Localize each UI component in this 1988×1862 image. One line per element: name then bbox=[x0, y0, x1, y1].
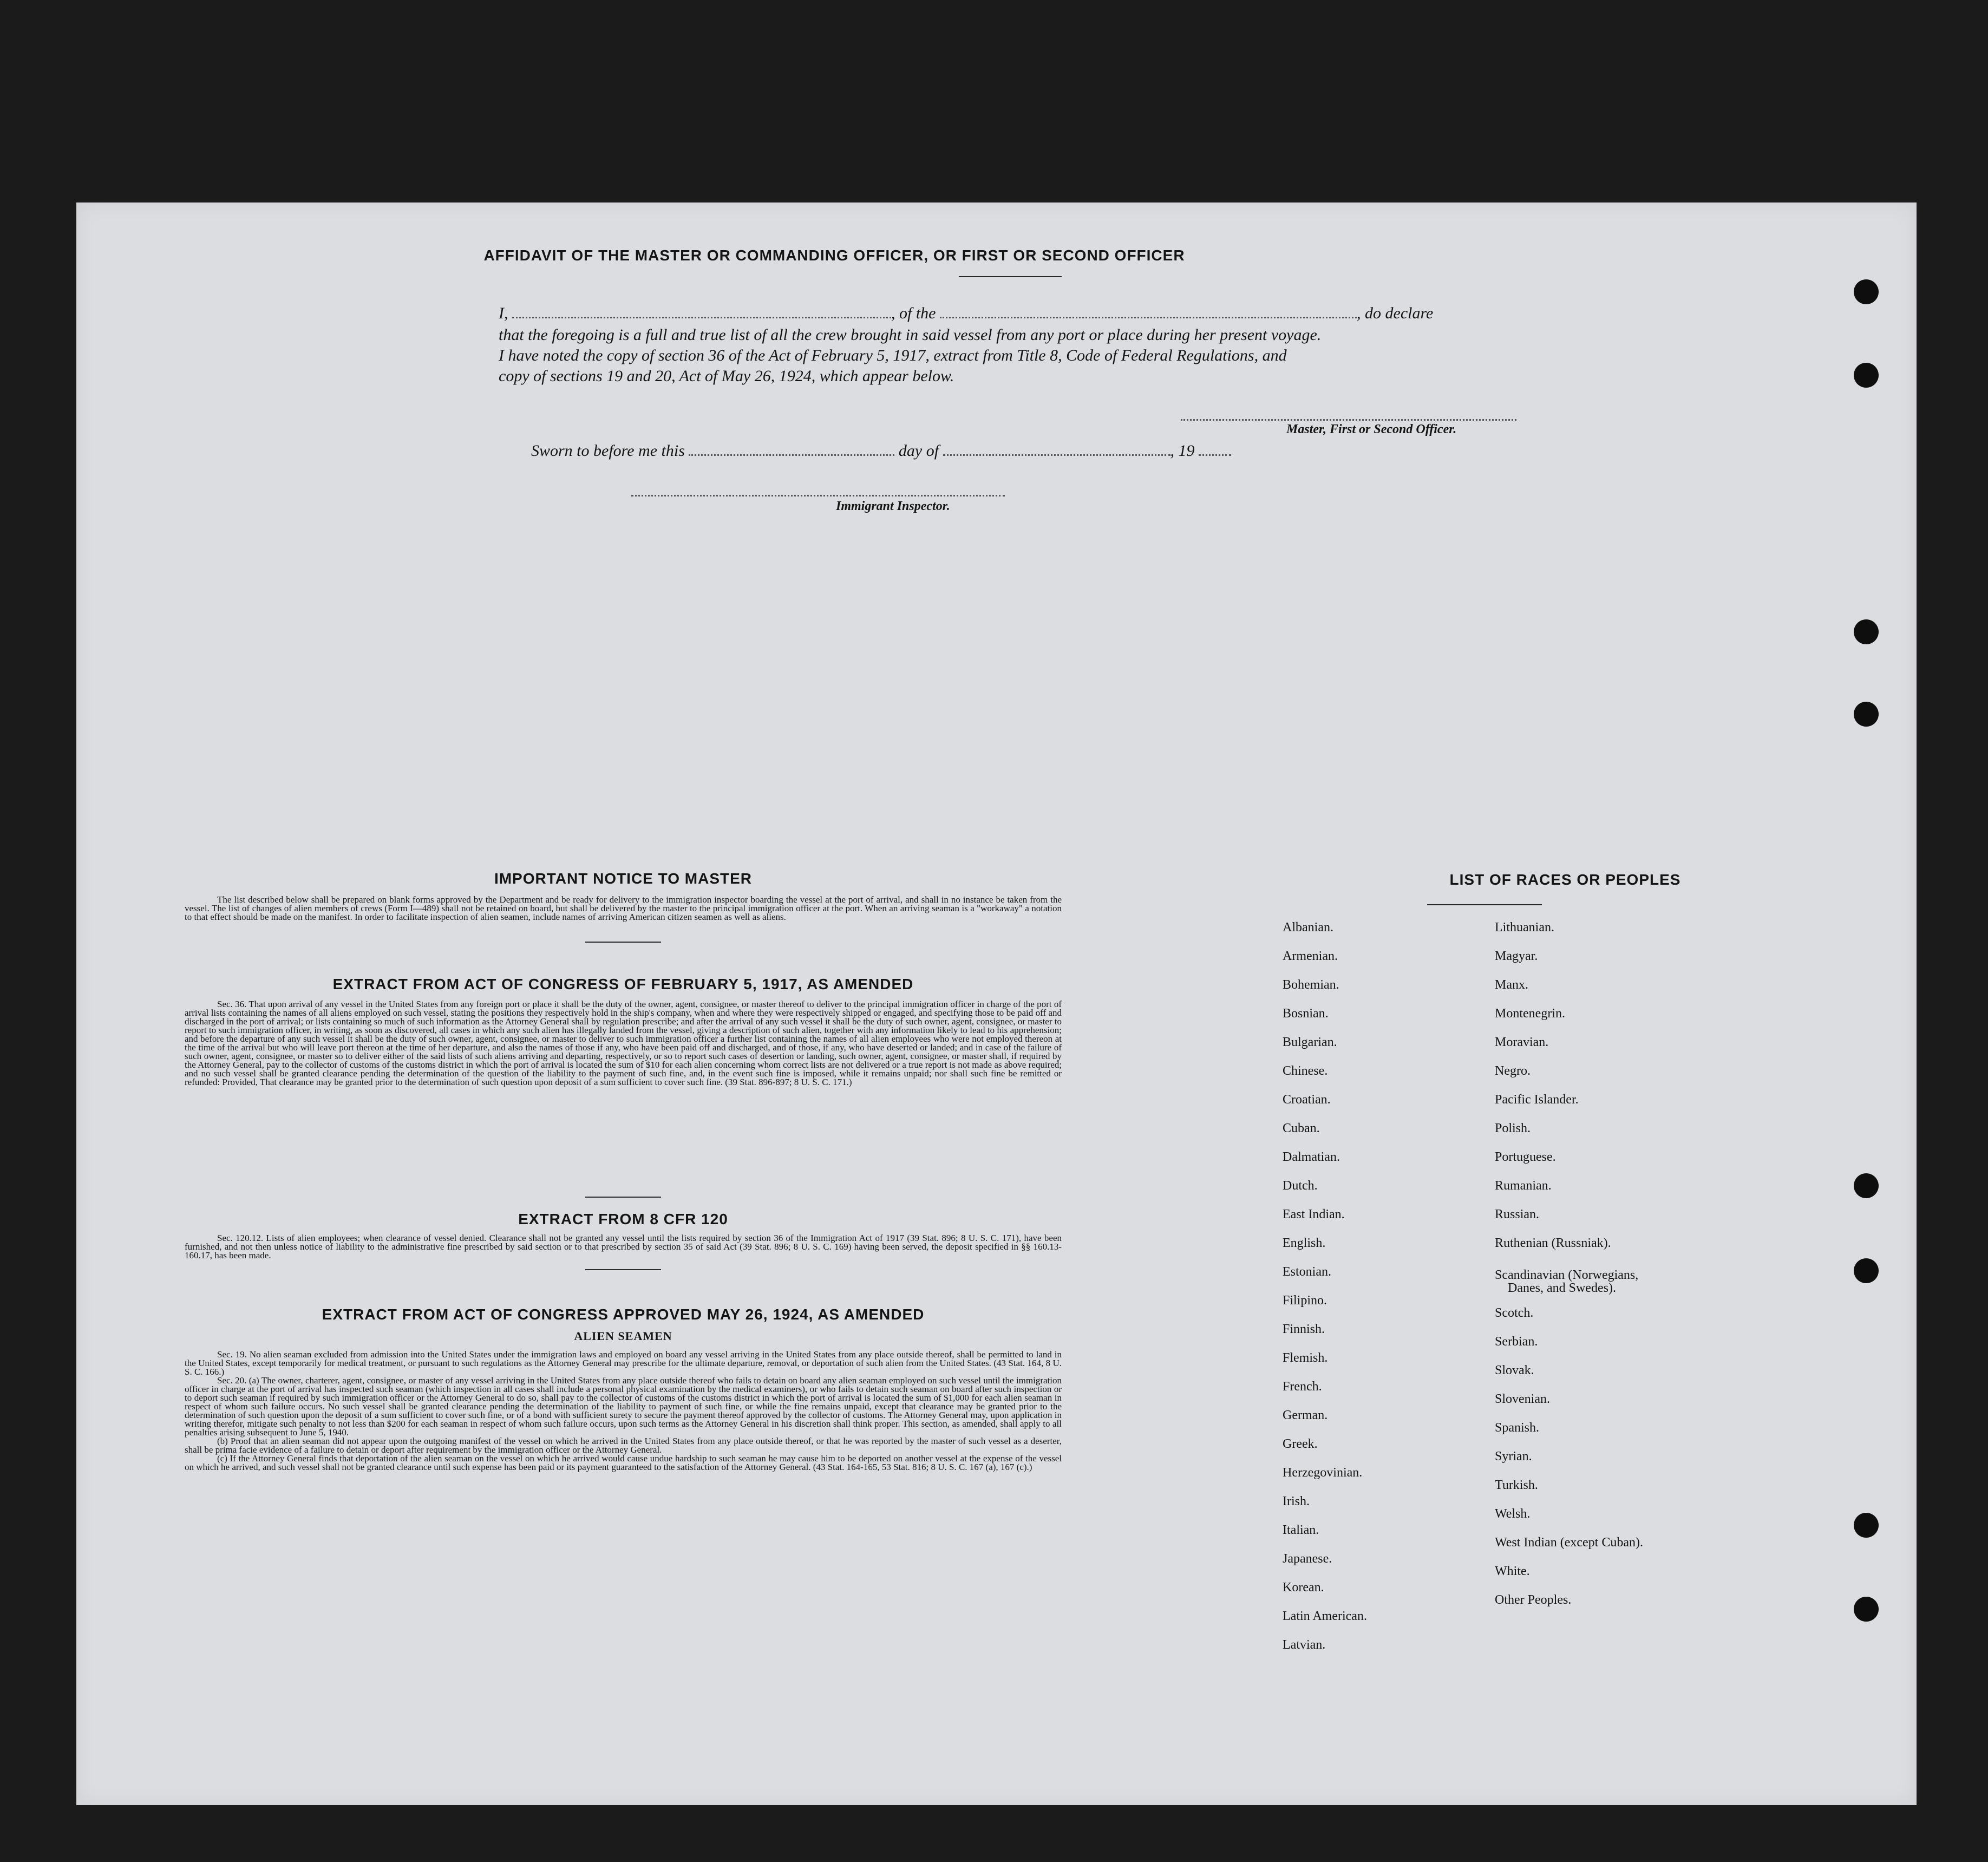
inspector-signature-blank[interactable] bbox=[631, 495, 1005, 496]
race-item: Armenian. bbox=[1283, 949, 1338, 963]
name-blank[interactable] bbox=[512, 317, 891, 318]
race-item: Other Peoples. bbox=[1495, 1593, 1572, 1607]
sworn-day-blank[interactable] bbox=[689, 454, 894, 456]
race-item: Slovenian. bbox=[1495, 1392, 1550, 1406]
race-item: Korean. bbox=[1283, 1580, 1324, 1595]
race-item: Herzegovinian. bbox=[1283, 1466, 1363, 1480]
form-page bbox=[76, 202, 1917, 1805]
sworn-label: Sworn to before me this bbox=[531, 442, 685, 460]
race-item: Scandinavian (Norwegians, bbox=[1495, 1268, 1639, 1282]
divider bbox=[585, 1269, 661, 1270]
race-item: Danes, and Swedes). bbox=[1508, 1281, 1616, 1295]
race-item: Cuban. bbox=[1283, 1121, 1320, 1135]
i-label: I, bbox=[499, 304, 508, 322]
race-item: Manx. bbox=[1495, 978, 1528, 992]
notice-title: IMPORTANT NOTICE TO MASTER bbox=[494, 870, 753, 887]
race-item: Irish. bbox=[1283, 1494, 1310, 1508]
punch-hole bbox=[1854, 1513, 1879, 1538]
race-item: Finnish. bbox=[1283, 1322, 1325, 1336]
vessel-blank[interactable] bbox=[940, 317, 1357, 318]
races-title: LIST OF RACES OR PEOPLES bbox=[1449, 871, 1681, 888]
race-item: Serbian. bbox=[1495, 1335, 1538, 1349]
race-item: Ruthenian (Russniak). bbox=[1495, 1236, 1611, 1250]
race-item: Japanese. bbox=[1283, 1552, 1332, 1566]
extract-1924-title: EXTRACT FROM ACT OF CONGRESS APPROVED MAY 26, 1924, AS AMENDED bbox=[322, 1306, 925, 1323]
sec-19: Sec. 19. No alien seaman excluded from admission into the United States under the immigration laws and employed on board any vessel arriving in the United States from any place outside thereof, shall be permitted to land in the United States, except temporarily for medical treatment, or pursuant to such regulations as the Attorney General may prescribe for the ultimate departure, removal, or deportation of such alien from the United States. (43 Stat. 164, 8 U. S. C. 166.) bbox=[185, 1349, 1062, 1377]
race-item: Spanish. bbox=[1495, 1421, 1540, 1435]
race-item: Dalmatian. bbox=[1283, 1150, 1340, 1164]
punch-hole bbox=[1854, 1597, 1879, 1622]
master-signature-label: Master, First or Second Officer. bbox=[1286, 422, 1457, 436]
race-item: Bosnian. bbox=[1283, 1007, 1329, 1021]
race-item: Magyar. bbox=[1495, 949, 1538, 963]
race-item: Russian. bbox=[1495, 1207, 1540, 1221]
punch-hole bbox=[1854, 702, 1879, 727]
sec-20a: Sec. 20. (a) The owner, charterer, agent, consignee, or master of any vessel arriving in the United States from any place outside thereof who fails to detain on board any alien seaman employed on such vessel until the immigration officer in charge at the port of arrival has inspected such seaman (which inspection in all cases shall include a personal physical examination by the medical examiners), or who fails to detain such seaman on board after such inspection or to deport such seaman if required by such immigration officer or the Attorney General to do so, shall pay to the collector of customs of the customs district in which the port of arrival is located the sum of $1,000 for each alien seaman in respect of whom such failure occurs. No such vessel shall be granted clearance pending the determination of the liability to payment of such fine, or while the fine remains unpaid, except that clearance may be granted prior to the determination of such question upon the deposit of a sum sufficient to cover such fine, or of a bond with sufficient surety to secure the payment thereof approved by the collector of customs. The Attorney General may, upon application in writing therefor, mitigate such penalty to not less than $200 for each seaman in respect of whom such failure occurs, upon such terms as the Attorney General in his discretion shall think proper. This section, as amended, shall apply to all penalties arising subsequent to June 5, 1940. bbox=[185, 1375, 1062, 1438]
race-item: East Indian. bbox=[1283, 1207, 1345, 1221]
sworn-year-blank[interactable] bbox=[1199, 454, 1231, 456]
sworn-month-blank[interactable] bbox=[943, 454, 1170, 456]
affidavit-declare-line bbox=[499, 304, 1433, 323]
race-item: West Indian (except Cuban). bbox=[1495, 1536, 1643, 1550]
races-column-1 bbox=[1283, 920, 1367, 1667]
race-item: Bohemian. bbox=[1283, 978, 1339, 992]
punch-hole bbox=[1854, 1173, 1879, 1198]
race-item: Slovak. bbox=[1495, 1363, 1534, 1377]
race-item: Montenegrin. bbox=[1495, 1007, 1565, 1021]
affidavit-body-2: I have noted the copy of section 36 of the Act of February 5, 1917, extract from Title 8, Code of Federal Regulations, and bbox=[499, 347, 1287, 364]
race-item: Flemish. bbox=[1283, 1351, 1328, 1365]
title-underline bbox=[959, 276, 1062, 277]
race-item: Croatian. bbox=[1283, 1093, 1331, 1107]
race-item: Polish. bbox=[1495, 1121, 1531, 1135]
extract-cfr-text: Sec. 120.12. Lists of alien employees; when clearance of vessel denied. Clearance shall not be granted any vessel until the lists required by section 36 of the Immigration Act of 1917 (39 Stat. 896; 8 U. S. C. 171), have been furnished, and not then unless notice of liability to the administrative fine prescribed by said section or to that prescribed by section 35 of said Act (39 Stat. 896; 8 U. S. C. 169) having been served, the deposit specified in §§ 160.13-160.17, has been made. bbox=[185, 1233, 1062, 1260]
master-signature-blank[interactable] bbox=[1181, 419, 1516, 421]
race-item: Turkish. bbox=[1495, 1478, 1538, 1492]
race-item: Portuguese. bbox=[1495, 1150, 1556, 1164]
race-item: English. bbox=[1283, 1236, 1326, 1250]
extract-1917-title: EXTRACT FROM ACT OF CONGRESS OF FEBRUARY 5, 1917, AS AMENDED bbox=[332, 976, 914, 992]
extract-cfr-title: EXTRACT FROM 8 CFR 120 bbox=[518, 1211, 728, 1227]
alien-seamen-subtitle: ALIEN SEAMEN bbox=[574, 1329, 672, 1343]
affidavit-title: AFFIDAVIT OF THE MASTER OR COMMANDING OFFICER, OR FIRST OR SECOND OFFICER bbox=[483, 247, 1185, 264]
race-item: Scotch. bbox=[1495, 1306, 1534, 1320]
day-of-label: day of bbox=[898, 442, 939, 460]
race-item: Greek. bbox=[1283, 1437, 1318, 1451]
race-item: Latvian. bbox=[1283, 1638, 1326, 1652]
punch-hole bbox=[1854, 1258, 1879, 1283]
race-item: Dutch. bbox=[1283, 1179, 1318, 1193]
races-underline bbox=[1427, 904, 1542, 905]
race-item: Welsh. bbox=[1495, 1507, 1531, 1521]
race-item: German. bbox=[1283, 1408, 1328, 1422]
race-item: Latin American. bbox=[1283, 1609, 1367, 1623]
affidavit-body-1: that the foregoing is a full and true list of all the crew brought in said vessel from any port or place during her present voyage. bbox=[499, 326, 1322, 344]
race-item: Moravian. bbox=[1495, 1035, 1549, 1049]
sec-20b: (b) Proof that an alien seaman did not appear upon the outgoing manifest of the vessel on which he arrived in the United States from any place outside thereof, or that he was reported by the master of such vessel as a deserter, shall be prima facie evidence of a failure to detain or deport after requirement by the immigration officer or the Attorney General. bbox=[185, 1436, 1062, 1455]
notice-text: The list described below shall be prepared on blank forms approved by the Department and be ready for delivery to the immigration inspector boarding the vessel at the port of arrival, and shall in no instance be taken from the vessel. The list of changes of alien members of crews (Form I—489) shall not be retained on board, but shall be delivered by the master to the principal immigration officer at the port. When an arriving seaman is a "workaway" a notation to that effect should be made on the manifest. In order to facilitate inspection of alien seamen, include names of arriving American citizen seamen as well as aliens. bbox=[185, 894, 1062, 922]
race-item: Negro. bbox=[1495, 1064, 1531, 1078]
extract-1924-text bbox=[185, 1350, 1062, 1472]
race-item: Pacific Islander. bbox=[1495, 1093, 1579, 1107]
races-column-2 bbox=[1495, 920, 1643, 1622]
affidavit-body-3: copy of sections 19 and 20, Act of May 26, 1924, which appear below. bbox=[499, 367, 954, 385]
extract-1917-text: Sec. 36. That upon arrival of any vessel in the United States from any foreign port or place it shall be the duty of the owner, agent, consignee, or master thereof to deliver to the principal immigration officer in charge of the port of arrival lists containing the names of all aliens employed on such vessel, stating the positions they respectively hold in the ship's company, when and where they were respectively shipped or engaged, and specifying those to be paid off and discharged in the port of arrival; or lists containing so much of such information as the Attorney General shall by regulation prescribe; and after the arrival of any such vessel it shall be the duty of such owner, agent, consignee, or master to report to such immigration officer, in writing, as soon as discovered, all cases in which any such alien has illegally landed from the vessel, giving a description of such alien, together with any information likely to lead to his apprehension; and before the departure of any such vessel it shall be the duty of such owner, agent, consignee, or master to deliver to such immigration officer a further list containing the names of all alien employees who were not employed thereon at the time of the arrival but who will leave port thereon at the time of her departure, and also the names of those if any, who have been paid off and discharged, and of those, if any, who have deserted or landed; and in case of the failure of such owner, agent, consignee, or master so to deliver either of the said lists of such aliens arriving and departing, respectively, or so to report such cases of desertion or landing, such owner, agent, consignee, or master shall, if required by the Attorney General, pay to the collector of customs of the customs district in which the port of arrival is located the sum of $10 for each alien concerning whom correct lists are not delivered or a true report is not made as above required; and no such vessel shall be granted clearance pending the determination of the question of the liability to the payment of such fine, and, in the event such fine is imposed, while it remains unpaid; nor shall such fine be remitted or refunded: Provided, That clearance may be granted prior to the determination of such question upon deposit of a sum sufficient to cover such fine. (39 Stat. 896-897; 8 U. S. C. 171.) bbox=[185, 999, 1062, 1087]
year-label: , 19 bbox=[1170, 442, 1195, 460]
inspector-signature-label: Immigrant Inspector. bbox=[836, 499, 950, 513]
race-item: Albanian. bbox=[1283, 920, 1333, 935]
race-item: Lithuanian. bbox=[1495, 920, 1554, 935]
race-item: Bulgarian. bbox=[1283, 1035, 1337, 1049]
race-item: Italian. bbox=[1283, 1523, 1319, 1537]
race-item: Chinese. bbox=[1283, 1064, 1328, 1078]
race-item: Filipino. bbox=[1283, 1293, 1327, 1308]
punch-hole bbox=[1854, 279, 1879, 304]
race-item: White. bbox=[1495, 1564, 1530, 1578]
race-item: Rumanian. bbox=[1495, 1179, 1552, 1193]
punch-hole bbox=[1854, 363, 1879, 388]
punch-hole bbox=[1854, 619, 1879, 644]
race-item: Syrian. bbox=[1495, 1449, 1532, 1464]
do-declare-label: , do declare bbox=[1357, 304, 1434, 322]
divider bbox=[585, 942, 661, 943]
sec-20c: (c) If the Attorney General finds that deportation of the alien seaman on the vessel on which he arrived would cause undue hardship to such seaman he may cause him to be deported on another vessel at the expense of the vessel on which he arrived, and such vessel shall not be granted clearance until such expense has been paid or its payment guaranteed to the satisfaction of the Attorney General. (43 Stat. 164-165, 53 Stat. 816; 8 U. S. C. 167 (a), 167 (c).) bbox=[185, 1453, 1062, 1472]
of-the-label: , of the bbox=[891, 304, 936, 322]
race-item: Estonian. bbox=[1283, 1265, 1331, 1279]
sworn-line bbox=[531, 442, 1231, 460]
race-item: French. bbox=[1283, 1380, 1322, 1394]
divider bbox=[585, 1197, 661, 1198]
